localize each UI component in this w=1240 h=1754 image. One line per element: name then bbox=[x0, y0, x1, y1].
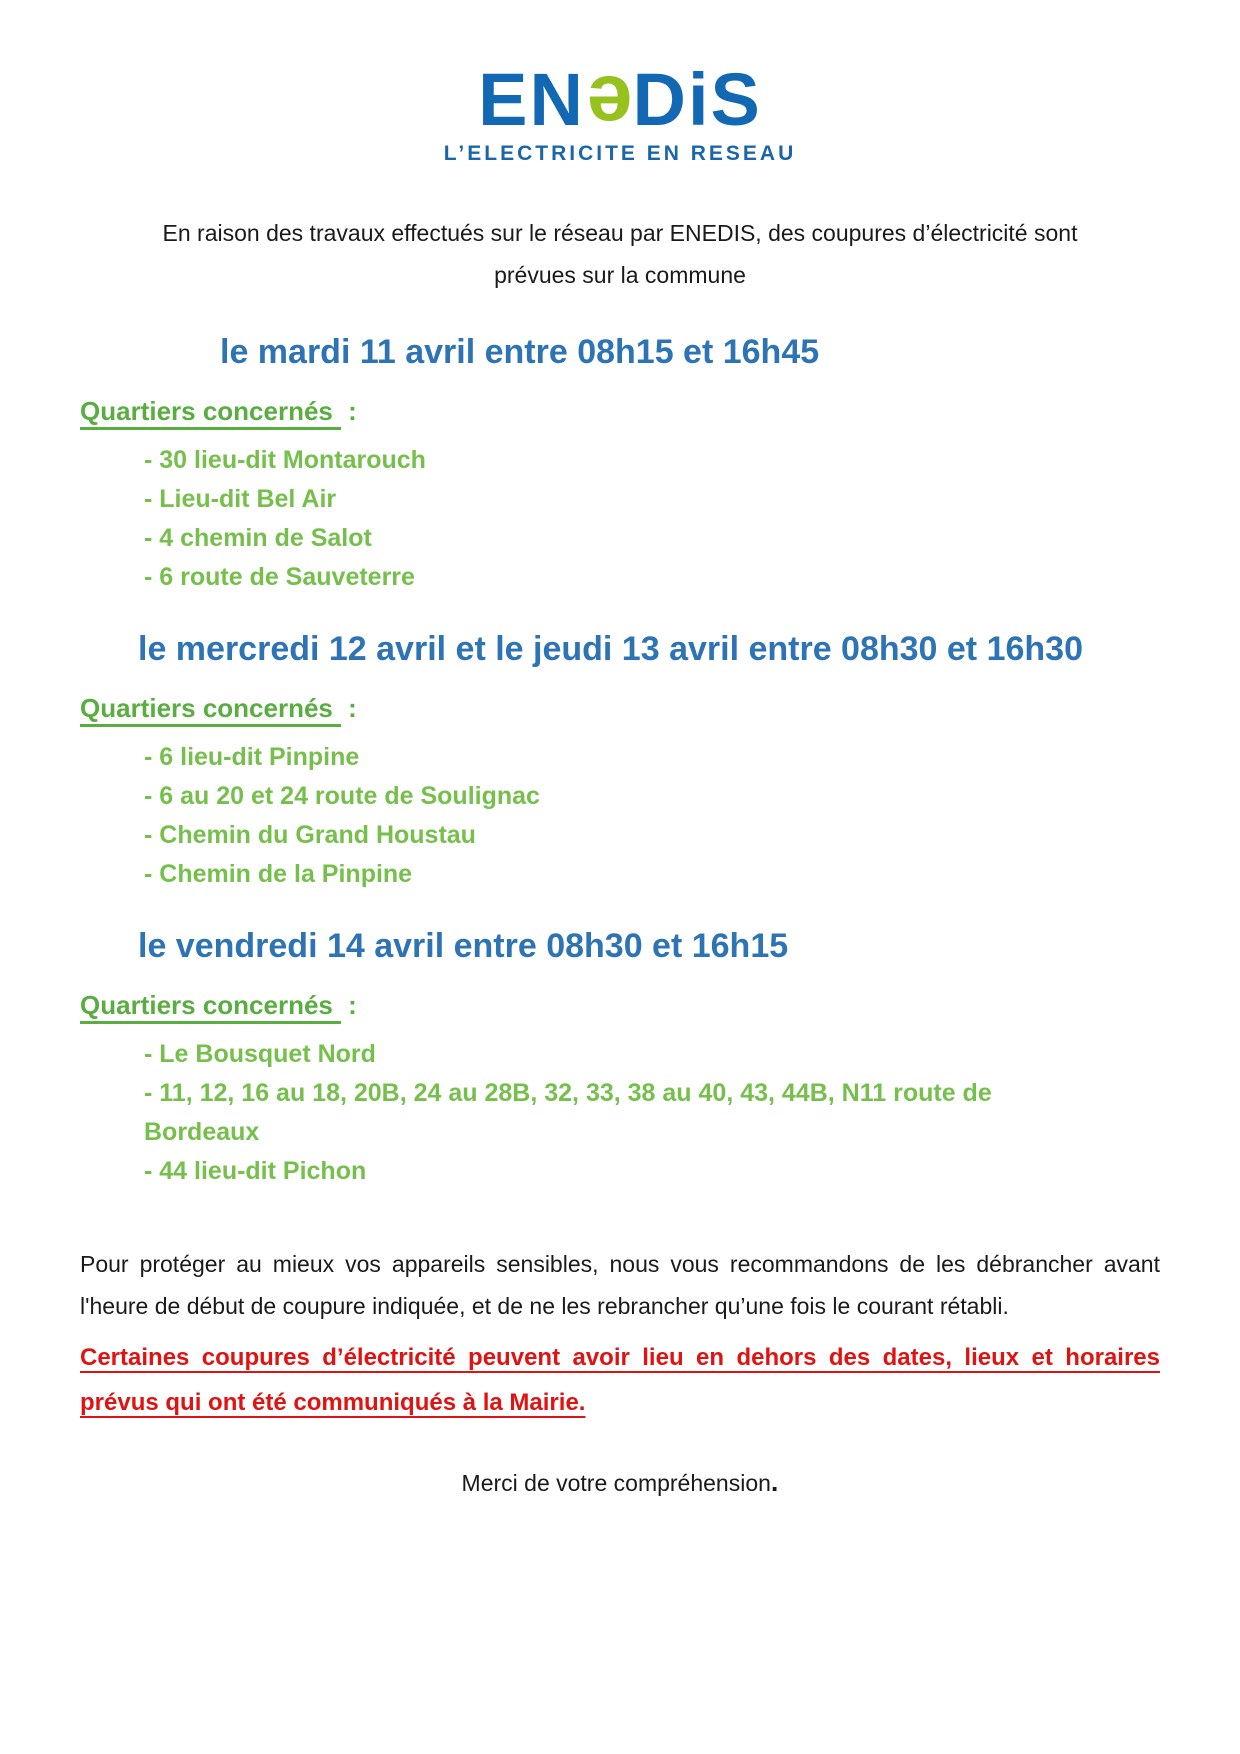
quartiers-label-line-2 bbox=[80, 693, 1160, 724]
logo-tagline: L’ELECTRICITE EN RESEAU bbox=[443, 142, 797, 165]
outage-date-heading-1: le mardi 11 avril entre 08h15 et 16h45 bbox=[220, 333, 820, 371]
street-item: - Lieu-dit Bel Air bbox=[144, 485, 337, 513]
street-list-3 bbox=[80, 1035, 1160, 1191]
enedis-logo bbox=[80, 58, 1160, 166]
thanks-line bbox=[80, 1467, 1160, 1498]
thanks-text: Merci de votre compréhension bbox=[461, 1470, 771, 1496]
outage-section-2 bbox=[80, 623, 1160, 894]
quartiers-label-line-1 bbox=[80, 396, 1160, 427]
street-item: - Chemin du Grand Houstau bbox=[144, 821, 476, 849]
quartiers-label-line-3 bbox=[80, 990, 1160, 1021]
warning-paragraph: Certaines coupures d’électricité peuvent avoir lieu en dehors des dates, lieux et horaires prévus qui ont été communiqués à la Mairie. bbox=[80, 1344, 1160, 1416]
quartiers-label: Quartiers concernés bbox=[80, 693, 341, 727]
thanks-period: . bbox=[770, 1467, 779, 1497]
street-list-2 bbox=[80, 738, 1160, 894]
outage-section-1 bbox=[80, 326, 1160, 597]
outage-section-3 bbox=[80, 920, 1160, 1191]
street-item: - 30 lieu-dit Montarouch bbox=[144, 446, 426, 474]
street-item: - 6 au 20 et 24 route de Soulignac bbox=[144, 782, 540, 810]
quartiers-colon: : bbox=[340, 990, 357, 1020]
quartiers-label: Quartiers concernés bbox=[80, 990, 341, 1024]
street-item: - 4 chemin de Salot bbox=[144, 524, 372, 552]
street-item: - Le Bousquet Nord bbox=[144, 1040, 376, 1068]
street-item: - 44 lieu-dit Pichon bbox=[144, 1157, 367, 1185]
quartiers-label: Quartiers concernés bbox=[80, 396, 341, 430]
street-item: - 6 lieu-dit Pinpine bbox=[144, 743, 360, 771]
logo-letters-en: EN bbox=[478, 58, 585, 141]
street-list-1 bbox=[80, 441, 1160, 597]
quartiers-colon: : bbox=[340, 396, 357, 426]
street-item: - 11, 12, 16 au 18, 20B, 24 au 28B, 32, 33, 38 au 40, 43, 44B, N11 route de Bordeaux bbox=[144, 1079, 992, 1146]
outage-date-heading-3: le vendredi 14 avril entre 08h30 et 16h15 bbox=[138, 927, 789, 965]
street-item: - Chemin de la Pinpine bbox=[144, 860, 413, 888]
enedis-logo-wordmark bbox=[80, 58, 1160, 150]
outage-date-heading-2: le mercredi 12 avril et le jeudi 13 avril entre 08h30 et 16h30 bbox=[138, 630, 1083, 668]
intro-text: En raison des travaux effectués sur le réseau par ENEDIS, des coupures d’électricité sont prévues sur la commune bbox=[162, 220, 1078, 288]
quartiers-colon: : bbox=[340, 693, 357, 723]
advice-paragraph: Pour protéger au mieux vos appareils sensibles, nous vous recommandons de les débrancher avant l'heure de début de coupure indiquée, et de ne les rebrancher qu’une fois le courant rétabli. bbox=[80, 1251, 1160, 1319]
logo-letters-dis: DiS bbox=[632, 58, 762, 141]
logo-letter-e-green: e bbox=[584, 59, 633, 150]
street-item: - 6 route de Sauveterre bbox=[144, 563, 415, 591]
